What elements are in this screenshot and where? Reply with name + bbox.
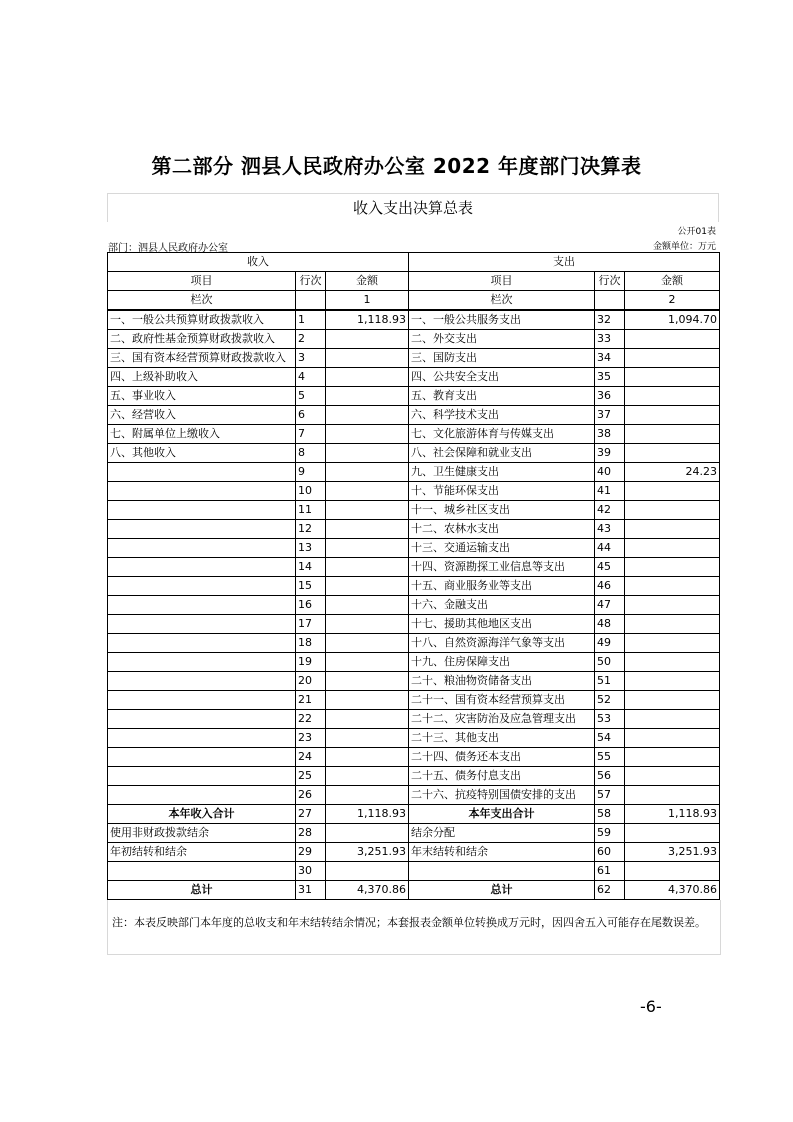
table-row [108, 748, 720, 767]
expense-item-cell: 本年支出合计 [409, 805, 595, 824]
table-body [108, 310, 720, 900]
income-amount-cell [326, 520, 409, 539]
income-amount-cell [326, 615, 409, 634]
expense-rowno-cell: 62 [595, 881, 625, 900]
expense-amount-cell [625, 387, 720, 406]
income-item-cell [108, 767, 296, 786]
expense-rowno-cell: 51 [595, 672, 625, 691]
expense-amount-cell [625, 862, 720, 881]
income-amount-cell [326, 330, 409, 349]
expense-col-blank [595, 291, 625, 311]
income-amount-cell [326, 444, 409, 463]
table-row [108, 786, 720, 805]
income-amount-cell [326, 482, 409, 501]
expense-amount-cell [625, 729, 720, 748]
income-amount-cell [326, 539, 409, 558]
income-amount-cell [326, 653, 409, 672]
expense-col-index: 2 [625, 291, 720, 311]
income-item-header: 项目 [108, 272, 296, 291]
expense-item-cell: 六、科学技术支出 [409, 406, 595, 425]
expense-rowno-cell: 39 [595, 444, 625, 463]
table-row [108, 558, 720, 577]
expense-item-cell: 结余分配 [409, 824, 595, 843]
income-rowno-cell: 20 [296, 672, 326, 691]
expense-rowno-cell: 56 [595, 767, 625, 786]
income-item-cell: 本年收入合计 [108, 805, 296, 824]
expense-item-cell: 二十一、国有资本经营预算支出 [409, 691, 595, 710]
expense-rowno-cell: 35 [595, 368, 625, 387]
income-item-cell: 八、其他收入 [108, 444, 296, 463]
expense-amount-cell [625, 501, 720, 520]
income-item-cell [108, 520, 296, 539]
expense-item-cell: 十七、援助其他地区支出 [409, 615, 595, 634]
expense-rowno-cell: 60 [595, 843, 625, 862]
income-rowno-cell: 21 [296, 691, 326, 710]
income-item-cell [108, 539, 296, 558]
expense-rowno-cell: 43 [595, 520, 625, 539]
table-row [108, 406, 720, 425]
income-rowno-cell: 31 [296, 881, 326, 900]
table-row [108, 310, 720, 330]
expense-rowno-header: 行次 [595, 272, 625, 291]
table-row [108, 862, 720, 881]
expense-rowno-cell: 61 [595, 862, 625, 881]
income-col-label: 栏次 [108, 291, 296, 311]
income-section-header: 收入 [108, 253, 409, 272]
expense-amount-cell: 24.23 [625, 463, 720, 482]
income-item-cell: 六、经营收入 [108, 406, 296, 425]
income-rowno-cell: 12 [296, 520, 326, 539]
income-amount-cell [326, 672, 409, 691]
income-amount-cell [326, 824, 409, 843]
expense-rowno-cell: 36 [595, 387, 625, 406]
expense-item-cell: 七、文化旅游体育与传媒支出 [409, 425, 595, 444]
income-rowno-cell: 8 [296, 444, 326, 463]
income-rowno-cell: 14 [296, 558, 326, 577]
expense-amount-cell: 1,118.93 [625, 805, 720, 824]
income-amount-cell [326, 463, 409, 482]
expense-amount-cell [625, 710, 720, 729]
income-amount-cell [326, 368, 409, 387]
income-rowno-cell: 6 [296, 406, 326, 425]
table-row [108, 444, 720, 463]
income-rowno-cell: 10 [296, 482, 326, 501]
expense-item-cell: 二十三、其他支出 [409, 729, 595, 748]
income-amount-cell [326, 767, 409, 786]
table-row [108, 691, 720, 710]
expense-rowno-cell: 42 [595, 501, 625, 520]
expense-rowno-cell: 47 [595, 596, 625, 615]
expense-amount-cell [625, 482, 720, 501]
expense-amount-cell [625, 653, 720, 672]
expense-item-cell: 三、国防支出 [409, 349, 595, 368]
expense-col-label: 栏次 [409, 291, 595, 311]
income-amount-cell [326, 786, 409, 805]
expense-amount-cell [625, 767, 720, 786]
income-item-cell: 三、国有资本经营预算财政拨款收入 [108, 349, 296, 368]
expense-rowno-cell: 32 [595, 310, 625, 330]
income-amount-cell: 1,118.93 [326, 805, 409, 824]
expense-amount-cell [625, 425, 720, 444]
income-amount-cell [326, 425, 409, 444]
income-rowno-cell: 23 [296, 729, 326, 748]
expense-amount-cell [625, 330, 720, 349]
expense-rowno-cell: 41 [595, 482, 625, 501]
expense-item-cell: 十五、商业服务业等支出 [409, 577, 595, 596]
income-col-blank [296, 291, 326, 311]
income-amount-cell [326, 406, 409, 425]
income-item-cell: 二、政府性基金预算财政拨款收入 [108, 330, 296, 349]
table-code: 公开01表 [677, 227, 716, 237]
income-item-cell [108, 596, 296, 615]
income-item-cell: 使用非财政拨款结余 [108, 824, 296, 843]
income-item-cell [108, 615, 296, 634]
income-item-cell [108, 786, 296, 805]
table-row [108, 672, 720, 691]
table-row [108, 596, 720, 615]
income-amount-cell: 4,370.86 [326, 881, 409, 900]
expense-amount-cell [625, 596, 720, 615]
expense-item-cell: 一、一般公共服务支出 [409, 310, 595, 330]
expense-item-cell: 十八、自然资源海洋气象等支出 [409, 634, 595, 653]
expense-item-cell: 二十四、债务还本支出 [409, 748, 595, 767]
income-col-index: 1 [326, 291, 409, 311]
income-amount-cell [326, 748, 409, 767]
income-rowno-cell: 13 [296, 539, 326, 558]
footnote: 注：本表反映部门本年度的总收支和年末结转结余情况；本套报表金额单位转换成万元时，因四舍五入可能存在尾数误差。 [107, 900, 721, 955]
income-rowno-cell: 19 [296, 653, 326, 672]
income-amount-cell [326, 349, 409, 368]
income-rowno-cell: 2 [296, 330, 326, 349]
expense-rowno-cell: 46 [595, 577, 625, 596]
sheet-meta [107, 222, 719, 252]
column-header-row [108, 272, 720, 291]
income-item-cell [108, 634, 296, 653]
income-amount-cell [326, 387, 409, 406]
expense-rowno-cell: 54 [595, 729, 625, 748]
expense-item-cell: 二、外交支出 [409, 330, 595, 349]
expense-rowno-cell: 59 [595, 824, 625, 843]
income-amount-cell [326, 577, 409, 596]
income-item-cell [108, 729, 296, 748]
income-item-cell [108, 691, 296, 710]
income-rowno-cell: 11 [296, 501, 326, 520]
income-item-cell: 五、事业收入 [108, 387, 296, 406]
income-item-cell [108, 653, 296, 672]
table-row [108, 520, 720, 539]
unit-label: 金额单位：万元 [652, 242, 716, 252]
table-row [108, 653, 720, 672]
summary-sheet [107, 193, 719, 955]
expense-item-cell: 总计 [409, 881, 595, 900]
expense-item-cell: 八、社会保障和就业支出 [409, 444, 595, 463]
expense-amount-cell [625, 786, 720, 805]
table-row [108, 463, 720, 482]
expense-amount-cell [625, 691, 720, 710]
expense-item-cell: 十一、城乡社区支出 [409, 501, 595, 520]
table-row [108, 615, 720, 634]
expense-item-cell: 九、卫生健康支出 [409, 463, 595, 482]
income-rowno-cell: 16 [296, 596, 326, 615]
document-title: 第二部分 泗县人民政府办公室 2022 年度部门决算表 [151, 154, 642, 178]
income-amount-cell [326, 691, 409, 710]
table-row [108, 843, 720, 862]
expense-amount-cell [625, 824, 720, 843]
income-rowno-cell: 4 [296, 368, 326, 387]
table-row [108, 881, 720, 900]
expense-section-header: 支出 [409, 253, 720, 272]
table-row [108, 368, 720, 387]
expense-item-cell: 二十六、抗疫特别国债安排的支出 [409, 786, 595, 805]
expense-amount-cell [625, 672, 720, 691]
expense-amount-cell [625, 444, 720, 463]
income-item-cell [108, 748, 296, 767]
expense-item-cell: 年末结转和结余 [409, 843, 595, 862]
income-rowno-cell: 22 [296, 710, 326, 729]
expense-item-cell: 二十五、债务付息支出 [409, 767, 595, 786]
page-number: -6- [640, 997, 662, 1016]
income-rowno-cell: 28 [296, 824, 326, 843]
income-rowno-cell: 18 [296, 634, 326, 653]
department-label: 部门：泗县人民政府办公室 [108, 243, 228, 254]
table-row [108, 482, 720, 501]
expense-rowno-cell: 55 [595, 748, 625, 767]
expense-amount-cell: 1,094.70 [625, 310, 720, 330]
income-item-cell [108, 862, 296, 881]
expense-item-cell [409, 862, 595, 881]
expense-amount-cell [625, 368, 720, 387]
table-row [108, 729, 720, 748]
expense-rowno-cell: 33 [595, 330, 625, 349]
expense-rowno-cell: 37 [595, 406, 625, 425]
income-rowno-cell: 25 [296, 767, 326, 786]
expense-rowno-cell: 38 [595, 425, 625, 444]
table-row [108, 330, 720, 349]
income-amount-cell [326, 710, 409, 729]
expense-amount-cell [625, 539, 720, 558]
table-row [108, 387, 720, 406]
expense-item-cell: 十三、交通运输支出 [409, 539, 595, 558]
expense-rowno-cell: 52 [595, 691, 625, 710]
income-item-cell [108, 501, 296, 520]
expense-item-cell: 四、公共安全支出 [409, 368, 595, 387]
expense-item-cell: 五、教育支出 [409, 387, 595, 406]
expense-rowno-cell: 34 [595, 349, 625, 368]
expense-item-cell: 十六、金融支出 [409, 596, 595, 615]
expense-item-cell: 十二、农林水支出 [409, 520, 595, 539]
expense-item-cell: 十四、资源勘探工业信息等支出 [409, 558, 595, 577]
expense-rowno-cell: 57 [595, 786, 625, 805]
income-item-cell: 四、上级补助收入 [108, 368, 296, 387]
table-row [108, 824, 720, 843]
table-row [108, 577, 720, 596]
table-row [108, 805, 720, 824]
expense-amount-cell [625, 558, 720, 577]
expense-rowno-cell: 40 [595, 463, 625, 482]
expense-amount-cell [625, 748, 720, 767]
income-rowno-cell: 15 [296, 577, 326, 596]
income-item-cell [108, 710, 296, 729]
income-amount-cell: 1,118.93 [326, 310, 409, 330]
expense-amount-cell [625, 615, 720, 634]
income-rowno-cell: 30 [296, 862, 326, 881]
income-item-cell [108, 482, 296, 501]
income-item-cell: 七、附属单位上缴收入 [108, 425, 296, 444]
expense-item-cell: 二十二、灾害防治及应急管理支出 [409, 710, 595, 729]
income-amount-header: 金额 [326, 272, 409, 291]
table-row [108, 767, 720, 786]
income-rowno-cell: 9 [296, 463, 326, 482]
income-rowno-cell: 3 [296, 349, 326, 368]
income-rowno-cell: 17 [296, 615, 326, 634]
income-amount-cell [326, 501, 409, 520]
table-row [108, 425, 720, 444]
income-rowno-header: 行次 [296, 272, 326, 291]
summary-table [107, 252, 720, 900]
income-amount-cell [326, 634, 409, 653]
income-rowno-cell: 27 [296, 805, 326, 824]
expense-amount-cell [625, 349, 720, 368]
income-rowno-cell: 24 [296, 748, 326, 767]
income-rowno-cell: 7 [296, 425, 326, 444]
income-rowno-cell: 5 [296, 387, 326, 406]
income-rowno-cell: 29 [296, 843, 326, 862]
expense-item-cell: 十九、住房保障支出 [409, 653, 595, 672]
income-amount-cell: 3,251.93 [326, 843, 409, 862]
income-item-cell [108, 577, 296, 596]
expense-amount-cell: 3,251.93 [625, 843, 720, 862]
expense-item-header: 项目 [409, 272, 595, 291]
table-row [108, 539, 720, 558]
expense-item-cell: 二十、粮油物资储备支出 [409, 672, 595, 691]
income-rowno-cell: 1 [296, 310, 326, 330]
expense-amount-cell [625, 577, 720, 596]
expense-rowno-cell: 45 [595, 558, 625, 577]
expense-amount-cell: 4,370.86 [625, 881, 720, 900]
expense-amount-cell [625, 520, 720, 539]
income-rowno-cell: 26 [296, 786, 326, 805]
section-header-row [108, 253, 720, 272]
expense-rowno-cell: 49 [595, 634, 625, 653]
income-item-cell: 一、一般公共预算财政拨款收入 [108, 310, 296, 330]
income-item-cell [108, 672, 296, 691]
expense-rowno-cell: 58 [595, 805, 625, 824]
income-item-cell: 年初结转和结余 [108, 843, 296, 862]
income-amount-cell [326, 862, 409, 881]
income-amount-cell [326, 558, 409, 577]
table-row [108, 349, 720, 368]
table-row [108, 501, 720, 520]
sheet-title: 收入支出决算总表 [107, 193, 719, 222]
income-item-cell [108, 558, 296, 577]
column-index-row [108, 291, 720, 311]
expense-item-cell: 十、节能环保支出 [409, 482, 595, 501]
expense-amount-cell [625, 634, 720, 653]
expense-amount-header: 金额 [625, 272, 720, 291]
table-row [108, 710, 720, 729]
income-amount-cell [326, 729, 409, 748]
expense-rowno-cell: 48 [595, 615, 625, 634]
expense-rowno-cell: 53 [595, 710, 625, 729]
income-amount-cell [326, 596, 409, 615]
expense-rowno-cell: 44 [595, 539, 625, 558]
income-item-cell [108, 463, 296, 482]
table-row [108, 634, 720, 653]
expense-rowno-cell: 50 [595, 653, 625, 672]
expense-amount-cell [625, 406, 720, 425]
income-item-cell: 总计 [108, 881, 296, 900]
